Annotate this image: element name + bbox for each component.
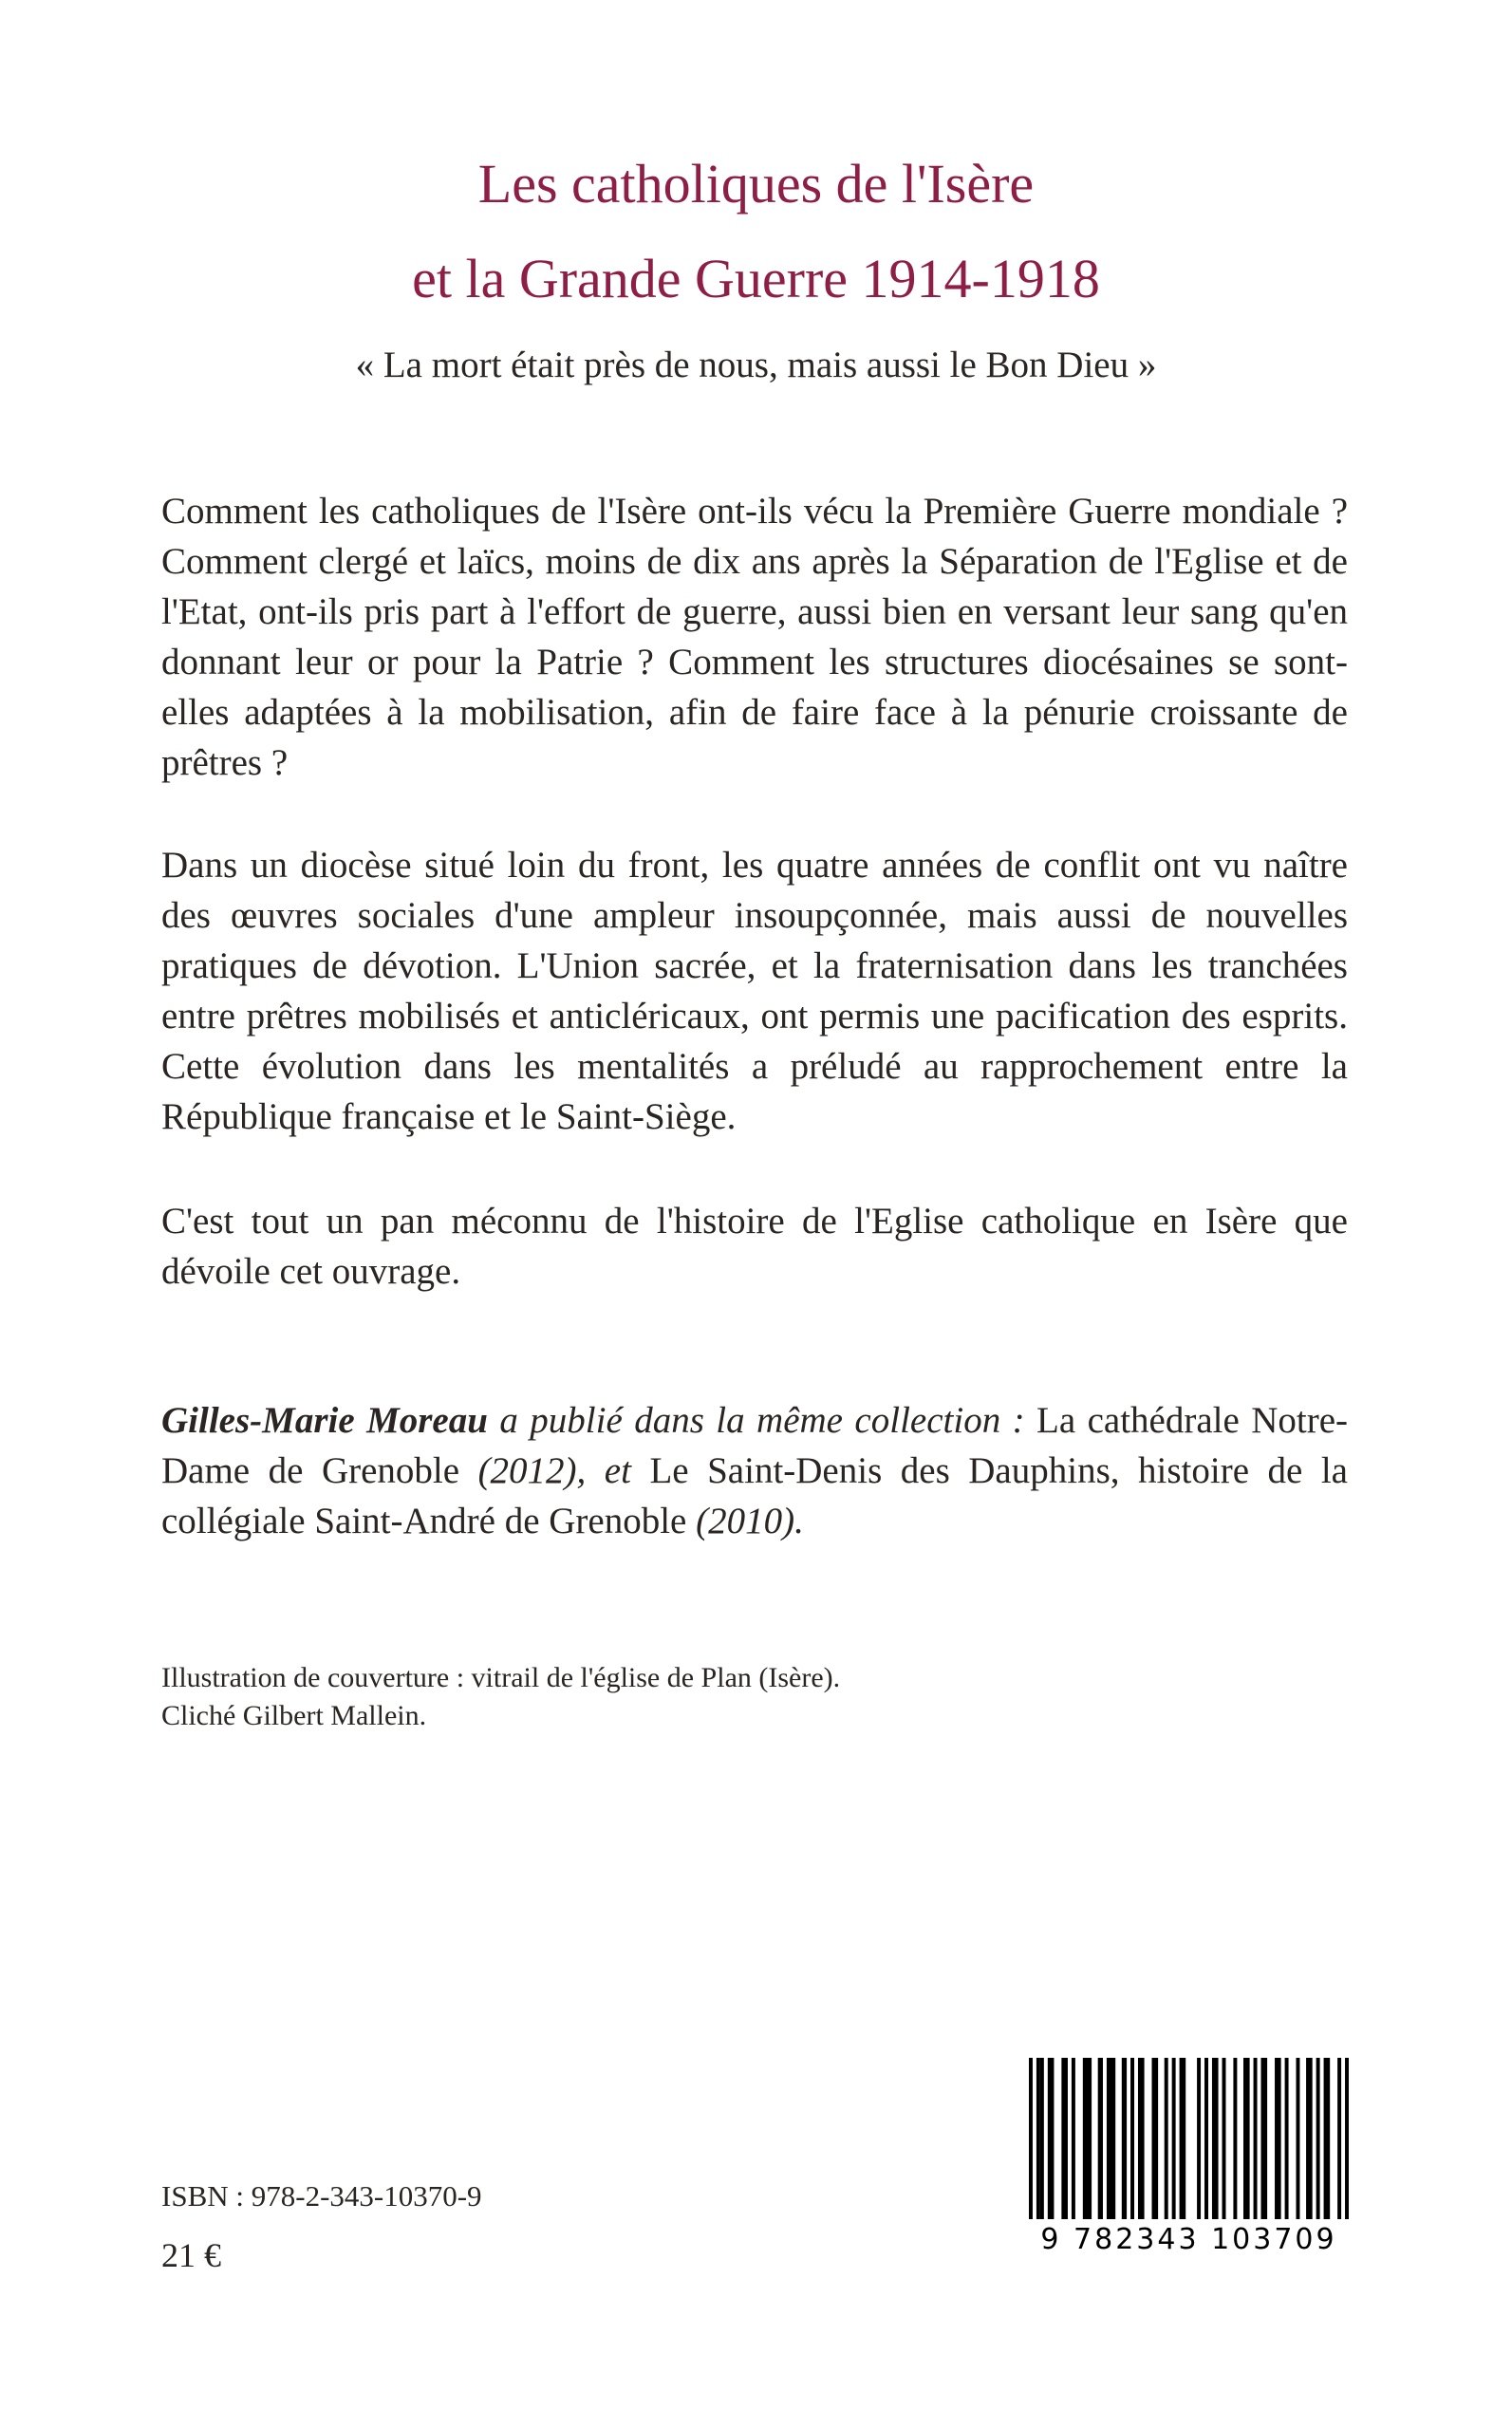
barcode-bar <box>1107 2058 1115 2219</box>
barcode-bar <box>1172 2058 1176 2219</box>
author-bio <box>161 1395 1348 1546</box>
barcode-bar <box>1072 2058 1075 2219</box>
barcode-bar <box>1122 2058 1127 2219</box>
paragraph-1: Comment les catholiques de l'Isère ont-ils vécu la Première Guerre mondiale ? Comment clergé et laïcs, moins de dix ans après la Séparation de l'Eglise et de l'Etat, ont-ils pris part à l'effort de guerre, aussi bien en versant leur sang qu'en donnant leur or pour la Patrie ? Comment les structures diocésaines se sont-elles adaptées à la mobilisation, afin de faire face à la pénurie croissante de prêtres ? <box>161 491 1348 783</box>
barcode-bar <box>1029 2058 1033 2219</box>
barcode-bar <box>1285 2058 1289 2219</box>
barcode-bar <box>1048 2058 1055 2219</box>
price: 21 € <box>161 2236 221 2274</box>
barcode-bar <box>1152 2058 1159 2219</box>
barcode-bar <box>1180 2058 1186 2219</box>
barcode-bar <box>1345 2058 1349 2219</box>
author-book-1: La cathédrale Notre-Dame de Grenoble <box>161 1400 1349 1491</box>
barcode-number: 9 782343 103709 <box>1040 2223 1337 2256</box>
barcode-bar <box>1083 2058 1092 2219</box>
barcode-bar <box>1254 2058 1258 2219</box>
author-book-2-year: (2010). <box>686 1501 804 1541</box>
title-line-1: Les catholiques de l'Isère <box>477 153 1035 215</box>
barcode-bar <box>1223 2058 1226 2219</box>
barcode-bar <box>1165 2058 1168 2219</box>
barcode-bar <box>1212 2058 1219 2219</box>
author-intro: a publié dans la même collection : <box>487 1400 1037 1441</box>
title-line-2: et la Grande Guerre 1914-1918 <box>412 248 1100 309</box>
photo-credit: Cliché Gilbert Mallein. <box>161 1700 427 1731</box>
barcode-bar <box>1260 2058 1267 2219</box>
barcode-bar <box>1324 2058 1331 2219</box>
barcode-bar <box>1306 2058 1313 2219</box>
subtitle-quote: « La mort était près de nous, mais aussi le Bon Dieu » <box>355 345 1157 385</box>
barcode-bar <box>1204 2058 1208 2219</box>
isbn: ISBN : 978-2-343-10370-9 <box>161 2179 482 2213</box>
barcode-bars <box>1025 2058 1353 2219</box>
barcode-bar <box>1243 2058 1250 2219</box>
barcode-bar <box>1296 2058 1299 2219</box>
barcode-bar <box>1138 2058 1145 2219</box>
barcode-bar <box>1275 2058 1281 2219</box>
author-book-1-year: (2012), et <box>459 1450 650 1491</box>
barcode-bar <box>1197 2058 1201 2219</box>
barcode-bar <box>1036 2058 1040 2219</box>
barcode-bar <box>1316 2058 1320 2219</box>
author-name: Gilles-Marie Moreau <box>161 1400 488 1441</box>
author-book-2: Le Saint-Denis des Dauphins, histoire de la collégiale Saint-André de Grenoble <box>161 1450 1348 1541</box>
barcode-bar <box>1337 2058 1341 2219</box>
paragraph-2: Dans un diocèse situé loin du front, les quatre années de conflit ont vu naître des œuvres sociales d'une ampleur insoupçonnée, mais aussi de nouvelles pratiques de dévotion. L'Union sacrée, et la fraternisation dans les tranchées entre prêtres mobilisés et anticléricaux, ont permis une pacification des esprits. Cette évolution dans les mentalités a préludé au rapprochement entre la République française et le Saint-Siège. <box>161 845 1348 1137</box>
barcode-bar <box>1098 2058 1103 2219</box>
paragraph-3: C'est tout un pan méconnu de l'histoire de l'Eglise catholique en Isère que dévoile cet ouvrage. <box>161 1201 1348 1292</box>
barcode-bar <box>1040 2058 1044 2219</box>
barcode-bar <box>1130 2058 1134 2219</box>
cover-illustration-credit: Illustration de couverture : vitrail de l'église de Plan (Isère). <box>161 1662 841 1693</box>
barcode-bar <box>1233 2058 1237 2219</box>
barcode-bar <box>1061 2058 1068 2219</box>
